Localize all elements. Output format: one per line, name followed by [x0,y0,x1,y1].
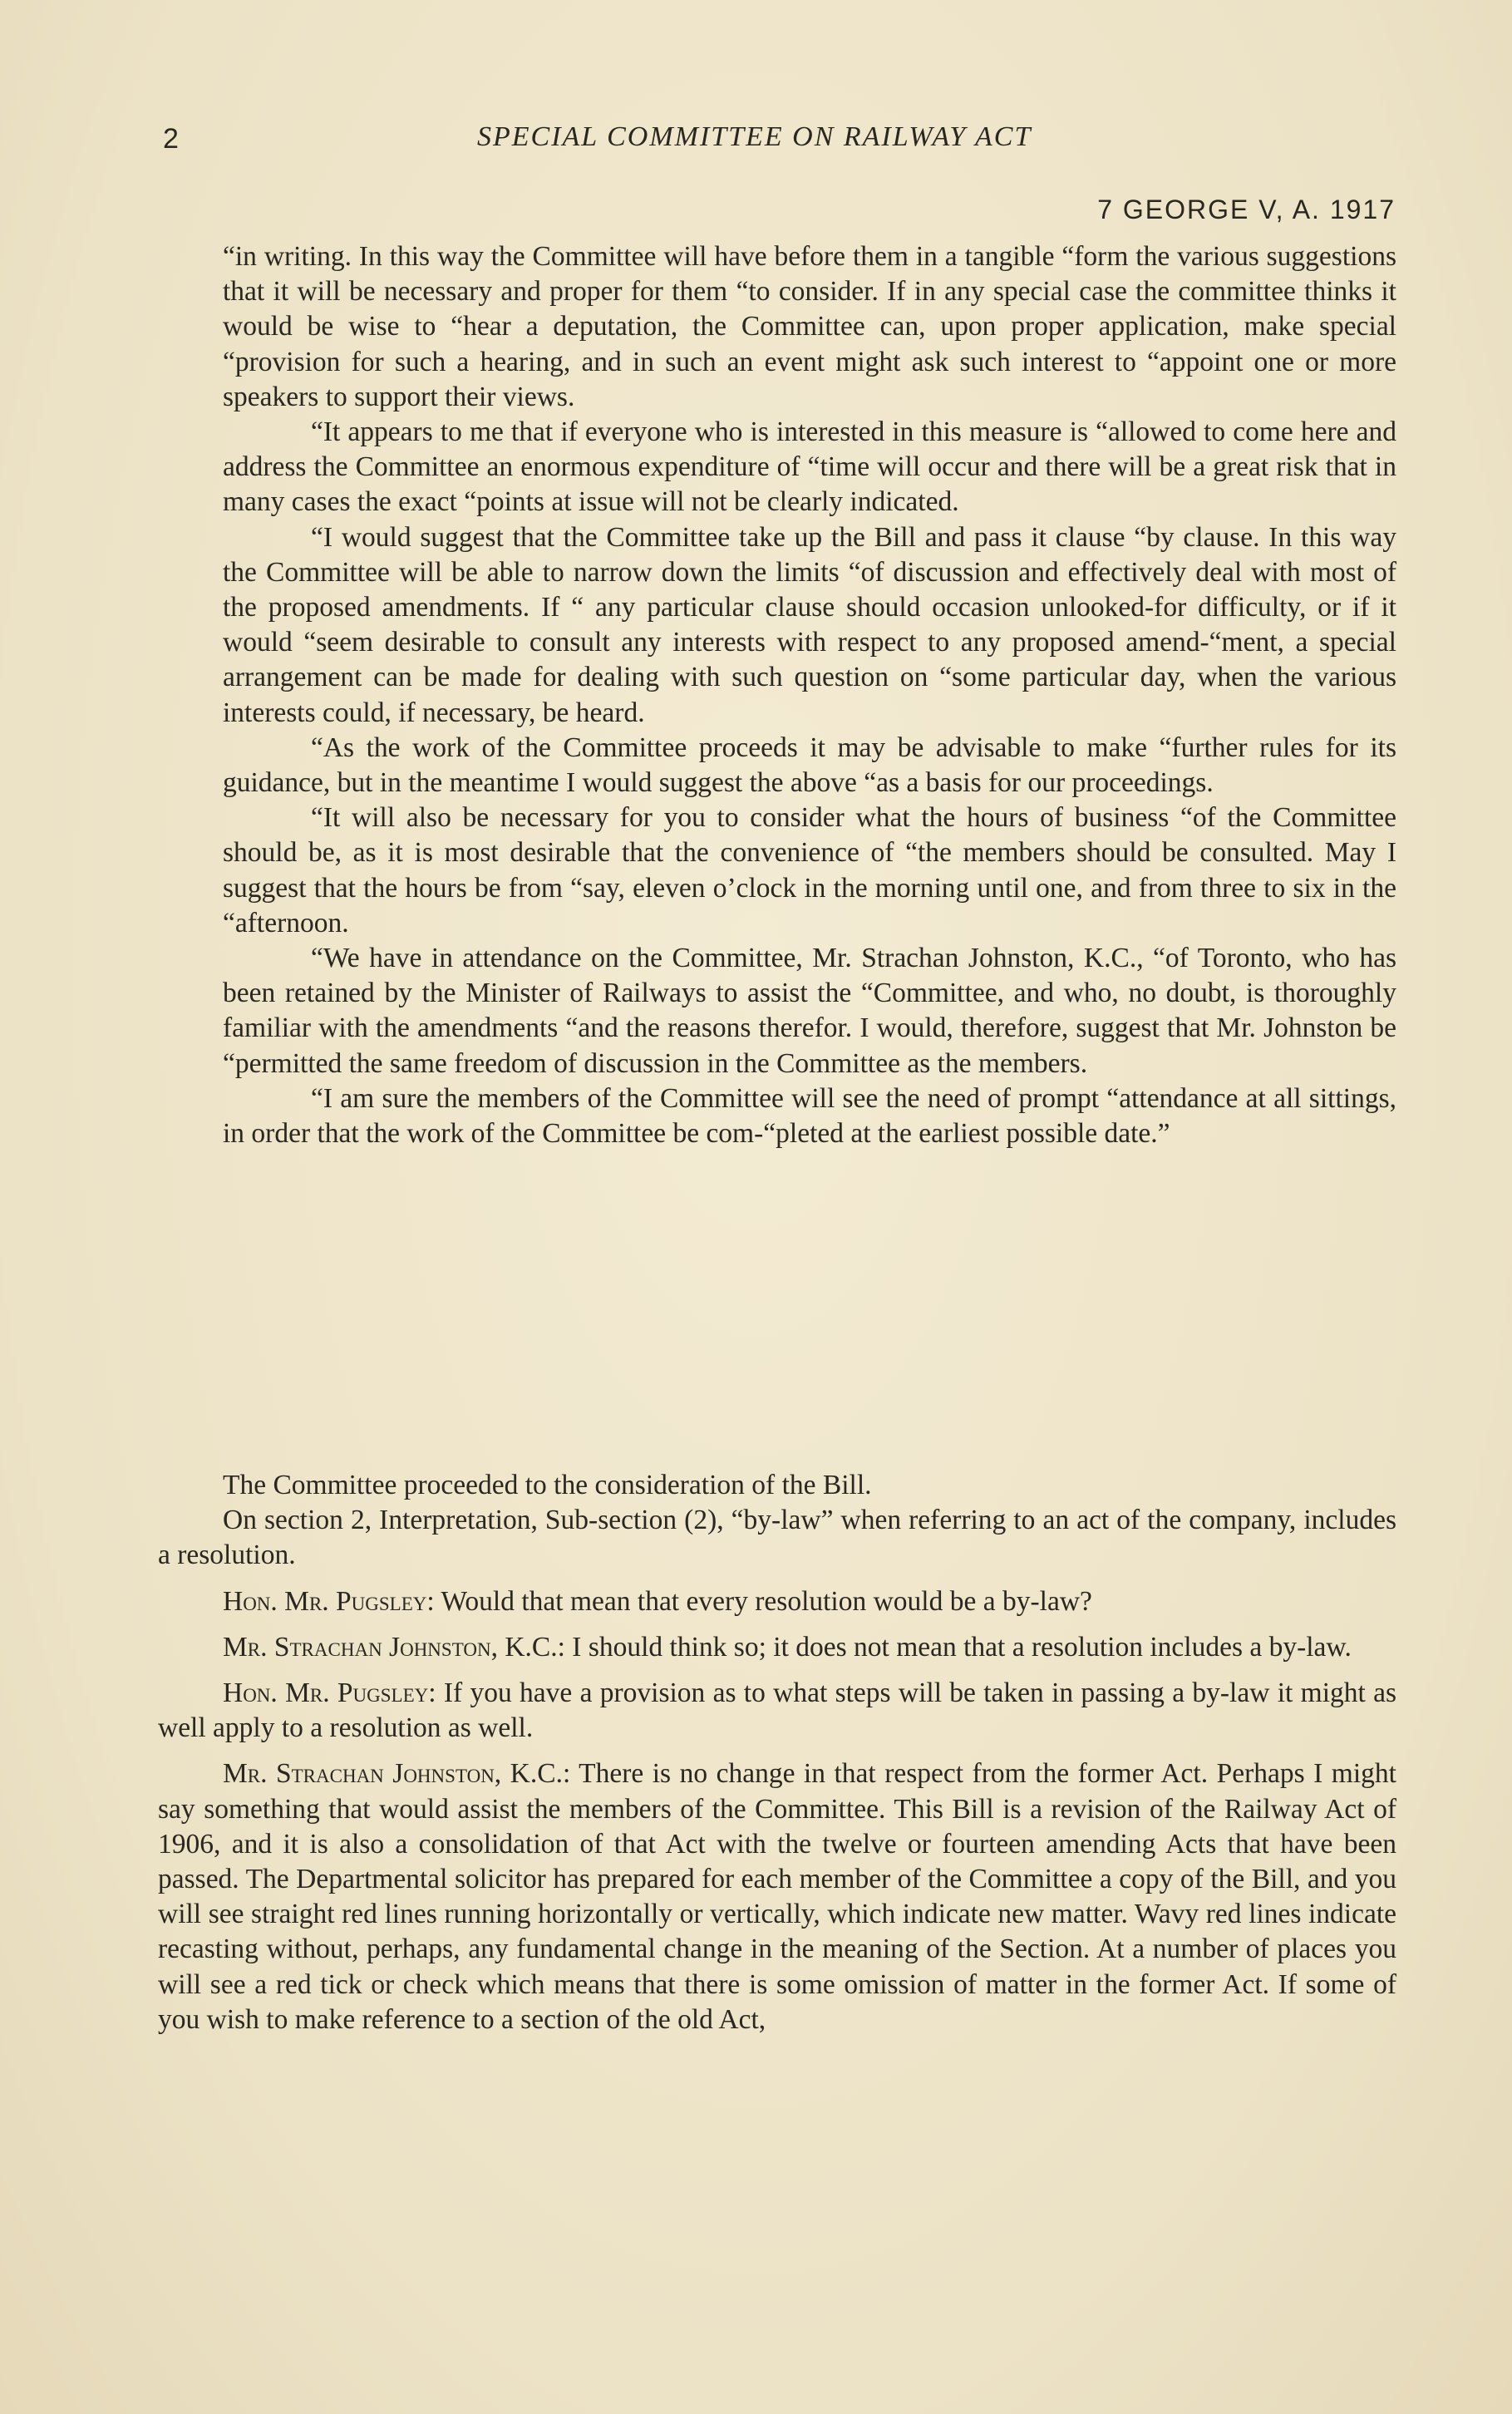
quote-paragraph: “As the work of the Committee proceeds it may be advisable to make “further rules for its guidance, but in the meantime I would suggest the above “as a basis for our proceedings. [223,732,1396,799]
speaker-name: Mr. Strachan Johnston, K.C.: [223,1631,565,1663]
quote-paragraph: “It appears to me that if everyone who is interested in this measure is “allowed to come here and address the Committee an enormous expenditure of “time will occur and there will be a great risk that in many cases the exact “points at issue will not be clearly indicated. [223,416,1396,518]
running-title: SPECIAL COMMITTEE ON RAILWAY ACT [477,121,1032,152]
quote-paragraph: “in writing. In this way the Committee will have before them in a tangible “form the various suggestions that it will be necessary and proper for them “to consider. If in any special case the committee thinks it would be wise to “hear a deputation, the Committee can, upon proper application, make special “provision for such a hearing, and in such an event might ask such interest to “appoint one or more speakers to support their views. [223,241,1396,412]
dialogue-paragraph [158,1676,1396,1746]
dialogue-paragraph [158,1630,1396,1665]
quoted-speech [223,239,1396,1151]
speaker-name: Hon. Mr. Pugsley: [223,1585,435,1617]
body-paragraph: On section 2, Interpretation, Sub-section (2), “by-law” when referring to an act of the company, includes a resolution. [158,1505,1396,1571]
speech-text: If you have a provision as to what steps will be taken in passing a by-law it might as well apply to a resolution as well. [158,1677,1397,1744]
quote-paragraph: “It will also be necessary for you to consider what the hours of business “of the Committee should be, as it is most desirable that the convenience of “the members should be consulted. May I suggest that the hours be from “say, eleven o’clock in the morning until one, and from three to six in the “afternoon. [223,802,1396,939]
dialogue-paragraph [158,1756,1396,2037]
quote-paragraph: “We have in attendance on the Committee, Mr. Strachan Johnston, K.C., “of Toronto, who has been retained by the Minister of Railways to assist the “Committee, and who, no doubt, is thoroughly familiar with the amendments “and the reasons therefor. I would, therefore, suggest that Mr. Johnston be “permitted the same freedom of discussion in the Committee as the members. [223,943,1396,1079]
proceedings-body [158,1468,1396,2048]
quote-paragraph: “I am sure the members of the Committee will see the need of prompt “attendance at all sittings, in order that the work of the Committee be com-“pleted at the earliest possible date.” [223,1082,1396,1150]
quote-paragraph: “I would suggest that the Committee take up the Bill and pass it clause “by clause. In this way the Committee will be able to narrow down the limits “of discussion and effectively deal with most of the proposed amendments. If “ any particular clause should occasion unlooked-for difficulty, or if it would “seem desirable to consult any interests with respect to any proposed amend-“ment, a special arrangement can be made for dealing with such question on “some particular day, when the various interests could, if necessary, be heard. [223,521,1396,728]
speaker-name: Mr. Strachan Johnston, K.C.: [223,1758,571,1790]
speaker-name: Hon. Mr. Pugsley: [223,1677,436,1709]
speech-text: Would that mean that every resolution would be a by-law? [441,1585,1092,1617]
session-label: 7 GEORGE V, A. 1917 [1097,195,1396,224]
body-paragraph: The Committee proceeded to the consideration of the Bill. [223,1470,872,1500]
dialogue-paragraph [158,1584,1396,1619]
speech-text: I should think so; it does not mean that a resolution includes a by-law. [572,1631,1352,1663]
speech-text: There is no change in that respect from the former Act. Perhaps I might say something that would assist the members of the Committee. This Bill is a revision of the Railway Act of 1906, and it is also a consolidation of that Act with the twelve or fourteen amending Acts that have been passed. The Departmental solicitor has prepared for each member of the Committee a copy of the Bill, and you will see straight red lines running horizontally or vertically, which indicate new matter. Wavy red lines indicate recasting without, perhaps, any fundamental change in the meaning of the Section. At a number of places you will see a red tick or check which means that there is some omission of matter in the former Act. If some of you wish to make reference to a section of the old Act, [158,1758,1396,2035]
page-number: 2 [163,123,179,155]
